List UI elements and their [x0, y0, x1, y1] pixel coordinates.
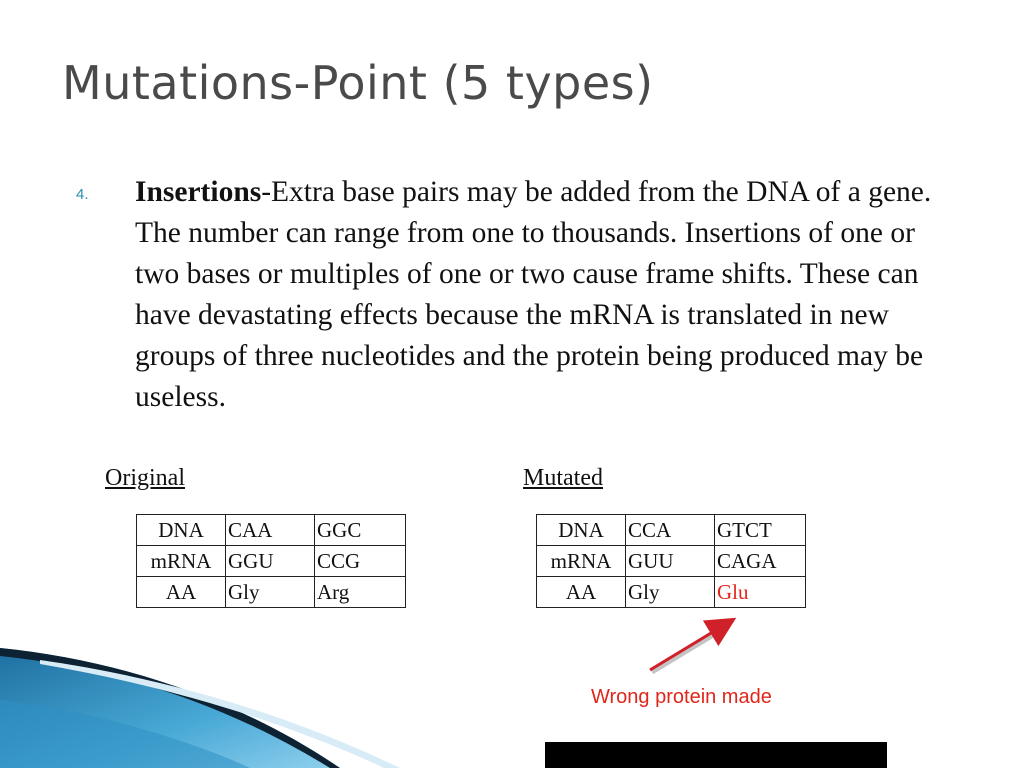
bullet-term: Insertions	[135, 176, 262, 208]
table-cell: GGC	[315, 515, 406, 546]
table-cell: Gly	[226, 577, 315, 608]
black-bar	[545, 742, 887, 768]
table-cell: AA	[137, 577, 226, 608]
original-label: Original	[105, 465, 185, 491]
table-cell: AA	[537, 577, 626, 608]
table-cell: GUU	[626, 546, 715, 577]
table-cell: GGU	[226, 546, 315, 577]
table-cell: mRNA	[137, 546, 226, 577]
mutated-amino-acid-cell: Glu	[715, 577, 806, 608]
table-cell: CCA	[626, 515, 715, 546]
table-cell: CCG	[315, 546, 406, 577]
table-cell: CAA	[226, 515, 315, 546]
table-cell: mRNA	[537, 546, 626, 577]
table-cell: CAGA	[715, 546, 806, 577]
table-cell: DNA	[137, 515, 226, 546]
mutated-label: Mutated	[523, 465, 603, 491]
table-cell: Gly	[626, 577, 715, 608]
bullet-number: 4.	[76, 186, 89, 203]
bullet-description: -Extra base pairs may be added from the DNA of a gene. The number can range from one to thousands. Insertions of one or two bases or multiples of one or two cause frame shifts. These can have devastating effects because the mRNA is translated in new groups of three nucleotides and the protein being produced may be useless.	[135, 176, 932, 413]
wrong-protein-note: Wrong protein made	[591, 686, 772, 708]
table-cell: GTCT	[715, 515, 806, 546]
table-cell: Arg	[315, 577, 406, 608]
table-cell: DNA	[537, 515, 626, 546]
slide-title: Mutations-Point (5 types)	[62, 56, 654, 110]
